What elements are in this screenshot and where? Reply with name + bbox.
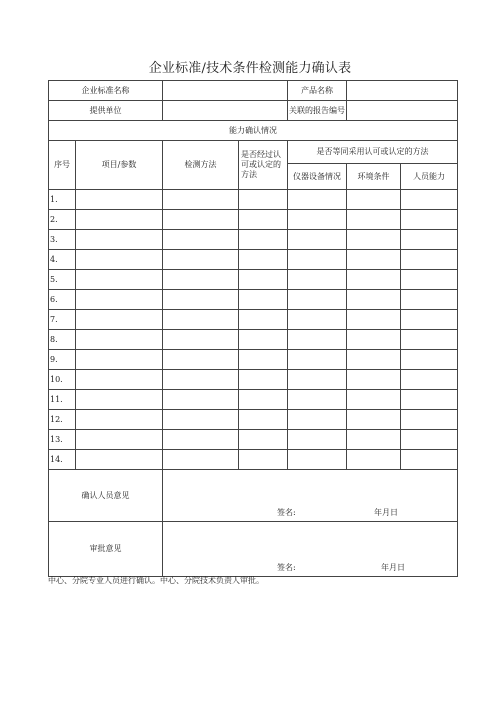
table-row [49,390,458,410]
row-environment-cell[interactable] [347,230,401,250]
row-equipment-cell[interactable] [288,410,347,430]
row-seq: 1. [49,190,76,210]
row-personnel-cell[interactable] [401,190,458,210]
row-certified-cell[interactable] [239,390,288,410]
row-environment-cell[interactable] [347,350,401,370]
row-seq: 7. [49,310,76,330]
row-equipment-cell[interactable] [288,250,347,270]
row-environment-cell[interactable] [347,290,401,310]
row-item-cell[interactable] [76,210,163,230]
row-environment-cell[interactable] [347,450,401,470]
row-item-cell[interactable] [76,330,163,350]
row-seq: 3. [49,230,76,250]
row-method-cell[interactable] [163,410,239,430]
capability-section-row [49,121,458,141]
row-equipment-cell[interactable] [288,430,347,450]
row-equipment-cell[interactable] [288,230,347,250]
table-row [49,310,458,330]
table-row [49,350,458,370]
row-item-cell[interactable] [76,370,163,390]
table-row [49,330,458,350]
row-certified-cell[interactable] [239,270,288,290]
row-equipment-cell[interactable] [288,210,347,230]
row-seq: 13. [49,430,76,450]
confirm-opinion-field[interactable] [163,470,458,522]
row-certified-cell[interactable] [239,290,288,310]
row-item-cell[interactable] [76,430,163,450]
row-personnel-cell[interactable] [401,230,458,250]
row-equipment-cell[interactable] [288,450,347,470]
row-seq: 8. [49,330,76,350]
row-personnel-cell[interactable] [401,430,458,450]
row-item-cell[interactable] [76,310,163,330]
row-method-cell[interactable] [163,390,239,410]
col-seq-header: 序号 [49,141,76,190]
row-personnel-cell[interactable] [401,310,458,330]
table-row [49,370,458,390]
row-environment-cell[interactable] [347,330,401,350]
row-personnel-cell[interactable] [401,290,458,310]
row-certified-cell[interactable] [239,430,288,450]
row-personnel-cell[interactable] [401,210,458,230]
row-item-cell[interactable] [76,230,163,250]
row-seq: 4. [49,250,76,270]
row-seq: 11. [49,390,76,410]
col-item-header: 项目/参数 [76,141,163,190]
col-environment-header: 环境条件 [347,164,401,190]
report-no-field[interactable] [347,101,458,121]
standard-name-field[interactable] [163,81,288,101]
product-name-label: 产品名称 [288,81,347,101]
table-row [49,410,458,430]
row-method-cell[interactable] [163,310,239,330]
confirm-date-label: 年月日 [374,508,398,517]
row-seq: 6. [49,290,76,310]
row-environment-cell[interactable] [347,270,401,290]
row-method-cell[interactable] [163,190,239,210]
standard-name-row [49,81,458,101]
row-equipment-cell[interactable] [288,190,347,210]
row-method-cell[interactable] [163,370,239,390]
row-item-cell[interactable] [76,270,163,290]
table-row [49,270,458,290]
capability-form-table [48,80,458,577]
row-equipment-cell[interactable] [288,270,347,290]
confirm-sign-label: 签名: [277,508,296,517]
row-environment-cell[interactable] [347,210,401,230]
row-certified-cell[interactable] [239,210,288,230]
table-row [49,190,458,210]
row-personnel-cell[interactable] [401,270,458,290]
row-item-cell[interactable] [76,290,163,310]
row-equipment-cell[interactable] [288,390,347,410]
row-method-cell[interactable] [163,450,239,470]
table-row [49,430,458,450]
col-equipment-header: 仪器设备情况 [288,164,347,190]
row-certified-cell[interactable] [239,450,288,470]
row-method-cell[interactable] [163,430,239,450]
confirm-row [49,470,458,522]
row-seq: 2. [49,210,76,230]
row-item-cell[interactable] [76,250,163,270]
row-seq: 5. [49,270,76,290]
table-row [49,250,458,270]
row-item-cell[interactable] [76,450,163,470]
row-method-cell[interactable] [163,290,239,310]
col-certified-header: 是否经过认可或认定的方法 [239,141,288,190]
row-personnel-cell[interactable] [401,370,458,390]
row-personnel-cell[interactable] [401,450,458,470]
row-certified-cell[interactable] [239,370,288,390]
row-equipment-cell[interactable] [288,330,347,350]
row-seq: 14. [49,450,76,470]
provider-label: 提供单位 [49,101,163,121]
row-personnel-cell[interactable] [401,350,458,370]
row-certified-cell[interactable] [239,330,288,350]
row-certified-cell[interactable] [239,250,288,270]
row-environment-cell[interactable] [347,390,401,410]
form-title: 企业标准/技术条件检测能力确认表 [148,61,352,76]
provider-field[interactable] [163,101,288,121]
row-equipment-cell[interactable] [288,290,347,310]
table-row [49,210,458,230]
row-certified-cell[interactable] [239,410,288,430]
row-item-cell[interactable] [76,390,163,410]
row-item-cell[interactable] [76,190,163,210]
approve-date-label: 年月日 [381,563,405,572]
row-seq: 10. [49,370,76,390]
report-no-label: 关联的报告编号 [288,101,347,121]
row-method-cell[interactable] [163,330,239,350]
row-personnel-cell[interactable] [401,330,458,350]
row-environment-cell[interactable] [347,250,401,270]
row-item-cell[interactable] [76,410,163,430]
table-row [49,230,458,250]
row-environment-cell[interactable] [347,310,401,330]
row-method-cell[interactable] [163,230,239,250]
row-method-cell[interactable] [163,270,239,290]
table-row [49,290,458,310]
row-seq: 9. [49,350,76,370]
product-name-field[interactable] [347,81,458,101]
row-environment-cell[interactable] [347,370,401,390]
footer-note: 中心、分院专业人员进行确认。中心、分院技术负责人审批。 [48,576,264,585]
row-environment-cell[interactable] [347,410,401,430]
row-certified-cell[interactable] [239,190,288,210]
provider-row [49,101,458,121]
row-environment-cell[interactable] [347,190,401,210]
row-equipment-cell[interactable] [288,370,347,390]
row-equipment-cell[interactable] [288,350,347,370]
row-method-cell[interactable] [163,350,239,370]
table-row [49,450,458,470]
row-personnel-cell[interactable] [401,390,458,410]
approve-sign-label: 签名: [277,563,296,572]
row-personnel-cell[interactable] [401,250,458,270]
row-method-cell[interactable] [163,210,239,230]
row-seq: 12. [49,410,76,430]
standard-name-label: 企业标准名称 [49,81,163,101]
confirm-label: 确认人员意见 [49,470,163,522]
col-personnel-header: 人员能力 [401,164,458,190]
row-equipment-cell[interactable] [288,310,347,330]
row-certified-cell[interactable] [239,350,288,370]
approve-row [49,522,458,577]
approve-opinion-field[interactable] [163,522,458,577]
row-method-cell[interactable] [163,250,239,270]
row-certified-cell[interactable] [239,230,288,250]
row-item-cell[interactable] [76,350,163,370]
row-personnel-cell[interactable] [401,410,458,430]
capability-section-title: 能力确认情况 [49,121,458,141]
approve-label: 审批意见 [49,522,163,577]
column-header-row-1 [49,141,458,164]
col-method-header: 检测方法 [163,141,239,190]
row-certified-cell[interactable] [239,310,288,330]
col-same-as-header: 是否等同采用认可或认定的方法 [288,141,458,164]
row-environment-cell[interactable] [347,430,401,450]
